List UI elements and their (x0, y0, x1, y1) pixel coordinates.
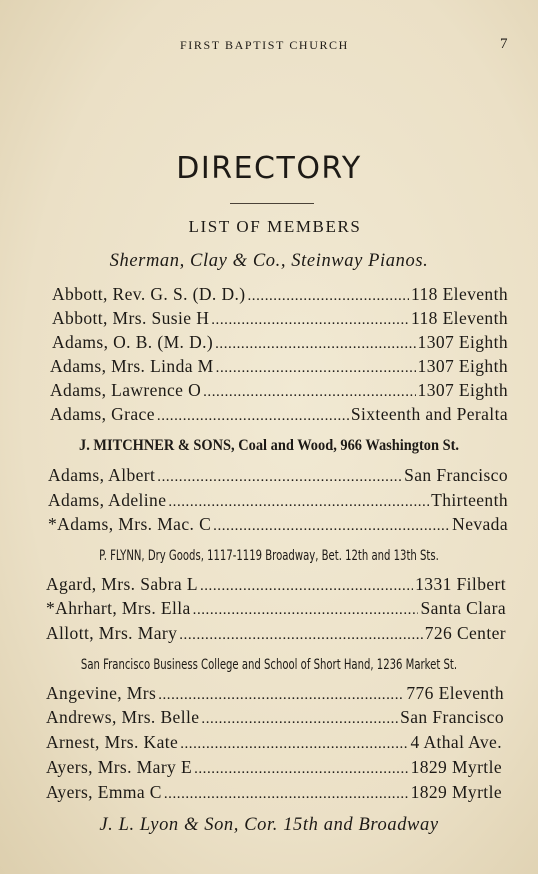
member-name: *Ahrhart, Mrs. Ella (46, 598, 191, 618)
member-name: Adams, Grace (50, 404, 155, 424)
member-entry (46, 707, 504, 731)
member-name: *Adams, Mrs. Mac. C (48, 514, 212, 534)
member-name: Agard, Mrs. Sabra L (46, 574, 198, 594)
dot-leader (193, 598, 419, 619)
member-address: 1829 Myrtle (410, 782, 502, 802)
member-entry (50, 404, 508, 428)
member-name: Ayers, Mrs. Mary E (46, 757, 193, 777)
member-name: Andrews, Mrs. Belle (46, 707, 200, 727)
dot-leader (157, 465, 402, 486)
running-title: FIRST BAPTIST CHURCH (180, 38, 349, 52)
member-address: Thirteenth (431, 490, 508, 510)
member-name: Adams, Albert (48, 465, 156, 485)
member-address: 1307 Eighth (417, 332, 508, 352)
member-entry (50, 380, 508, 404)
member-name: Adams, Mrs. Linda M (50, 356, 214, 376)
member-name: Adams, Lawrence O (50, 380, 202, 400)
member-entry (52, 284, 508, 308)
dot-leader (203, 380, 415, 401)
dot-leader (200, 574, 413, 595)
member-name: Angevine, Mrs (46, 683, 157, 703)
dot-leader (201, 707, 398, 728)
dot-leader (179, 623, 422, 644)
title-divider (230, 203, 314, 204)
member-address: 118 Eleventh (411, 284, 508, 304)
section-subtitle: LIST OF MEMBERS (188, 217, 362, 236)
advertisement-mitchner-sons: J. MITCHNER & SONS, Coal and Wood, 966 Washington St. (79, 437, 459, 454)
member-entry (46, 732, 502, 756)
advertisement-sherman-clay: Sherman, Clay & Co., Steinway Pianos. (109, 251, 429, 271)
member-address: 776 Eleventh (406, 683, 504, 703)
member-entry (48, 514, 508, 538)
dot-leader (213, 514, 450, 535)
member-address: Nevada (452, 514, 508, 534)
member-address: 1307 Eighth (417, 380, 508, 400)
member-address: 726 Center (424, 623, 506, 643)
member-name: Adams, O. B. (M. D.) (52, 332, 214, 352)
dot-leader (215, 332, 415, 353)
member-address: Santa Clara (420, 598, 506, 618)
member-name: Abbott, Rev. G. S. (D. D.) (52, 284, 246, 304)
page-title: DIRECTORY (176, 151, 362, 186)
dot-leader (211, 308, 409, 329)
member-name: Abbott, Mrs. Susie H (52, 308, 210, 328)
member-address: 1331 Filbert (415, 574, 506, 594)
dot-leader (248, 284, 410, 305)
member-entry (46, 574, 506, 598)
member-entry (46, 782, 502, 806)
member-entry (50, 356, 508, 380)
member-name: Arnest, Mrs. Kate (46, 732, 179, 752)
dot-leader (158, 683, 404, 704)
advertisement-sf-business-college: San Francisco Business College and School of Short Hand, 1236 Market St. (80, 657, 458, 673)
member-name: Ayers, Emma C (46, 782, 162, 802)
page-number: 7 (500, 36, 508, 52)
dot-leader (168, 490, 429, 511)
member-entry (46, 683, 504, 707)
member-entry (46, 623, 506, 647)
member-entry (52, 332, 508, 356)
member-address: San Francisco (400, 707, 504, 727)
member-name: Allott, Mrs. Mary (46, 623, 178, 643)
member-name: Adams, Adeline (48, 490, 167, 510)
dot-leader (194, 757, 409, 778)
dot-leader (164, 782, 409, 803)
member-entry (52, 308, 508, 332)
dot-leader (180, 732, 408, 753)
member-address: 4 Athal Ave. (410, 732, 502, 752)
dot-leader (216, 356, 416, 377)
member-address: 1307 Eighth (417, 356, 508, 376)
member-address: San Francisco (404, 465, 508, 485)
dot-leader (157, 404, 349, 425)
member-address: Sixteenth and Peralta (350, 404, 508, 424)
member-entry (48, 465, 508, 489)
member-address: 118 Eleventh (411, 308, 508, 328)
member-address: 1829 Myrtle (410, 757, 502, 777)
member-entry (48, 490, 508, 514)
member-entry (46, 598, 506, 622)
member-entry (46, 757, 502, 781)
advertisement-p-flynn: P. FLYNN, Dry Goods, 1117-1119 Broadway, Bet. 12th and 13th Sts. (99, 548, 439, 564)
advertisement-lyon-son: J. L. Lyon & Son, Cor. 15th and Broadway (99, 815, 439, 835)
